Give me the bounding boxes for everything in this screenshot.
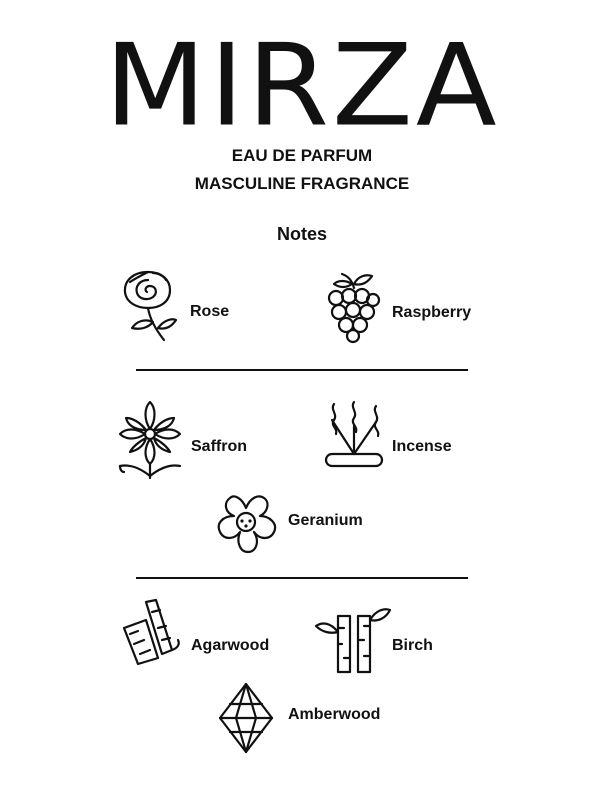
product-type: EAU DE PARFUM: [231, 146, 373, 165]
note-label: Birch: [392, 637, 433, 654]
note-label: Geranium: [288, 512, 363, 529]
note-label: Amberwood: [288, 706, 381, 723]
note-label: Incense: [392, 438, 452, 455]
agarwood-icon: [122, 600, 184, 666]
note-label: Raspberry: [392, 304, 472, 321]
brand-title: MIRZA: [104, 18, 500, 152]
amberwood-icon: [218, 682, 274, 754]
section-divider: [136, 369, 468, 371]
note-label: Rose: [190, 303, 230, 320]
section-divider: [136, 577, 468, 579]
saffron-icon: [116, 400, 184, 482]
incense-icon: [324, 400, 384, 472]
rose-icon: [120, 268, 180, 344]
note-label: Agarwood: [191, 637, 270, 654]
product-category: MASCULINE FRAGRANCE: [194, 174, 410, 193]
note-label: Saffron: [191, 438, 247, 455]
notes-heading: Notes: [276, 224, 327, 244]
raspberry-icon: [326, 270, 382, 344]
birch-icon: [314, 606, 392, 674]
geranium-icon: [212, 490, 280, 556]
